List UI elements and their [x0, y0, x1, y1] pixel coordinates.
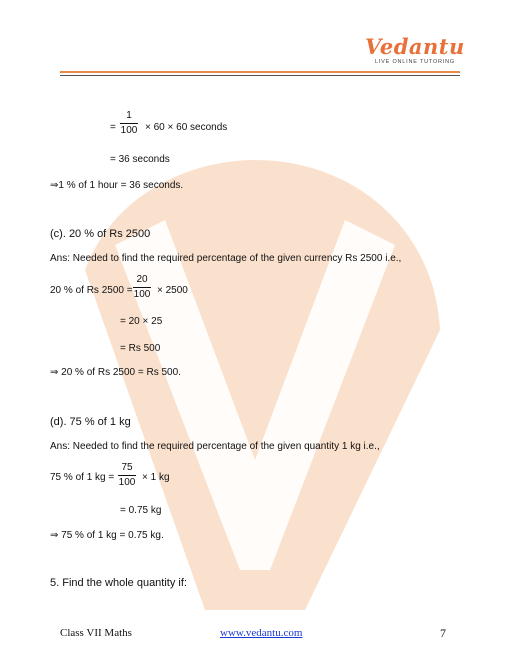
section-c-step2: = 20 × 25 [120, 316, 163, 327]
fraction-75-100 [118, 462, 136, 489]
section-c-equation-rest: × 2500 [157, 285, 188, 296]
fraction-bar [133, 287, 151, 288]
fraction-numerator: 20 [136, 274, 148, 285]
section-d-heading: (d). 75 % of 1 kg [50, 416, 131, 428]
section-c-step3: = Rs 500 [120, 343, 161, 354]
fraction-denominator: 100 [118, 477, 136, 488]
footer-subject: Class VII Maths [60, 627, 132, 639]
section-c-heading: (c). 20 % of Rs 2500 [50, 228, 151, 240]
fraction-denominator: 100 [120, 125, 138, 136]
vedantu-logo [365, 34, 475, 70]
question-5: 5. Find the whole quantity if: [50, 577, 187, 589]
footer-link[interactable]: www.vedantu.com [220, 627, 303, 639]
fraction-1-100 [120, 110, 138, 137]
eq-sign: = [110, 122, 116, 133]
section-d-equation-rest: × 1 kg [142, 472, 170, 483]
header-rule-dark [60, 75, 460, 76]
fraction-numerator: 75 [121, 462, 133, 473]
section-c-equation-lhs: 20 % of Rs 2500 = [50, 285, 133, 296]
header-rule-orange [60, 71, 460, 73]
fraction-20-100 [133, 274, 151, 301]
fraction-bar [120, 123, 138, 124]
conclusion-line: ⇒1 % of 1 hour = 36 seconds. [50, 180, 184, 191]
equation-line: = 36 seconds [110, 154, 170, 165]
fraction-denominator: 100 [133, 289, 151, 300]
fraction-numerator: 1 [126, 110, 132, 121]
logo-tagline: LIVE ONLINE TUTORING [375, 59, 455, 65]
fraction-bar [118, 475, 136, 476]
section-d-answer: Ans: Needed to find the required percentage of the given quantity 1 kg i.e., [50, 441, 380, 452]
section-c-answer: Ans: Needed to find the required percentage of the given currency Rs 2500 i.e., [50, 253, 402, 264]
logo-wordmark: Vedantu [365, 34, 465, 59]
equation-rest: × 60 × 60 seconds [145, 122, 228, 133]
section-d-conclusion: ⇒ 75 % of 1 kg = 0.75 kg. [50, 530, 164, 541]
section-c-conclusion: ⇒ 20 % of Rs 2500 = Rs 500. [50, 367, 181, 378]
section-d-step2: = 0.75 kg [120, 505, 162, 516]
section-d-equation-lhs: 75 % of 1 kg = [50, 472, 115, 483]
page-number: 7 [440, 626, 446, 640]
